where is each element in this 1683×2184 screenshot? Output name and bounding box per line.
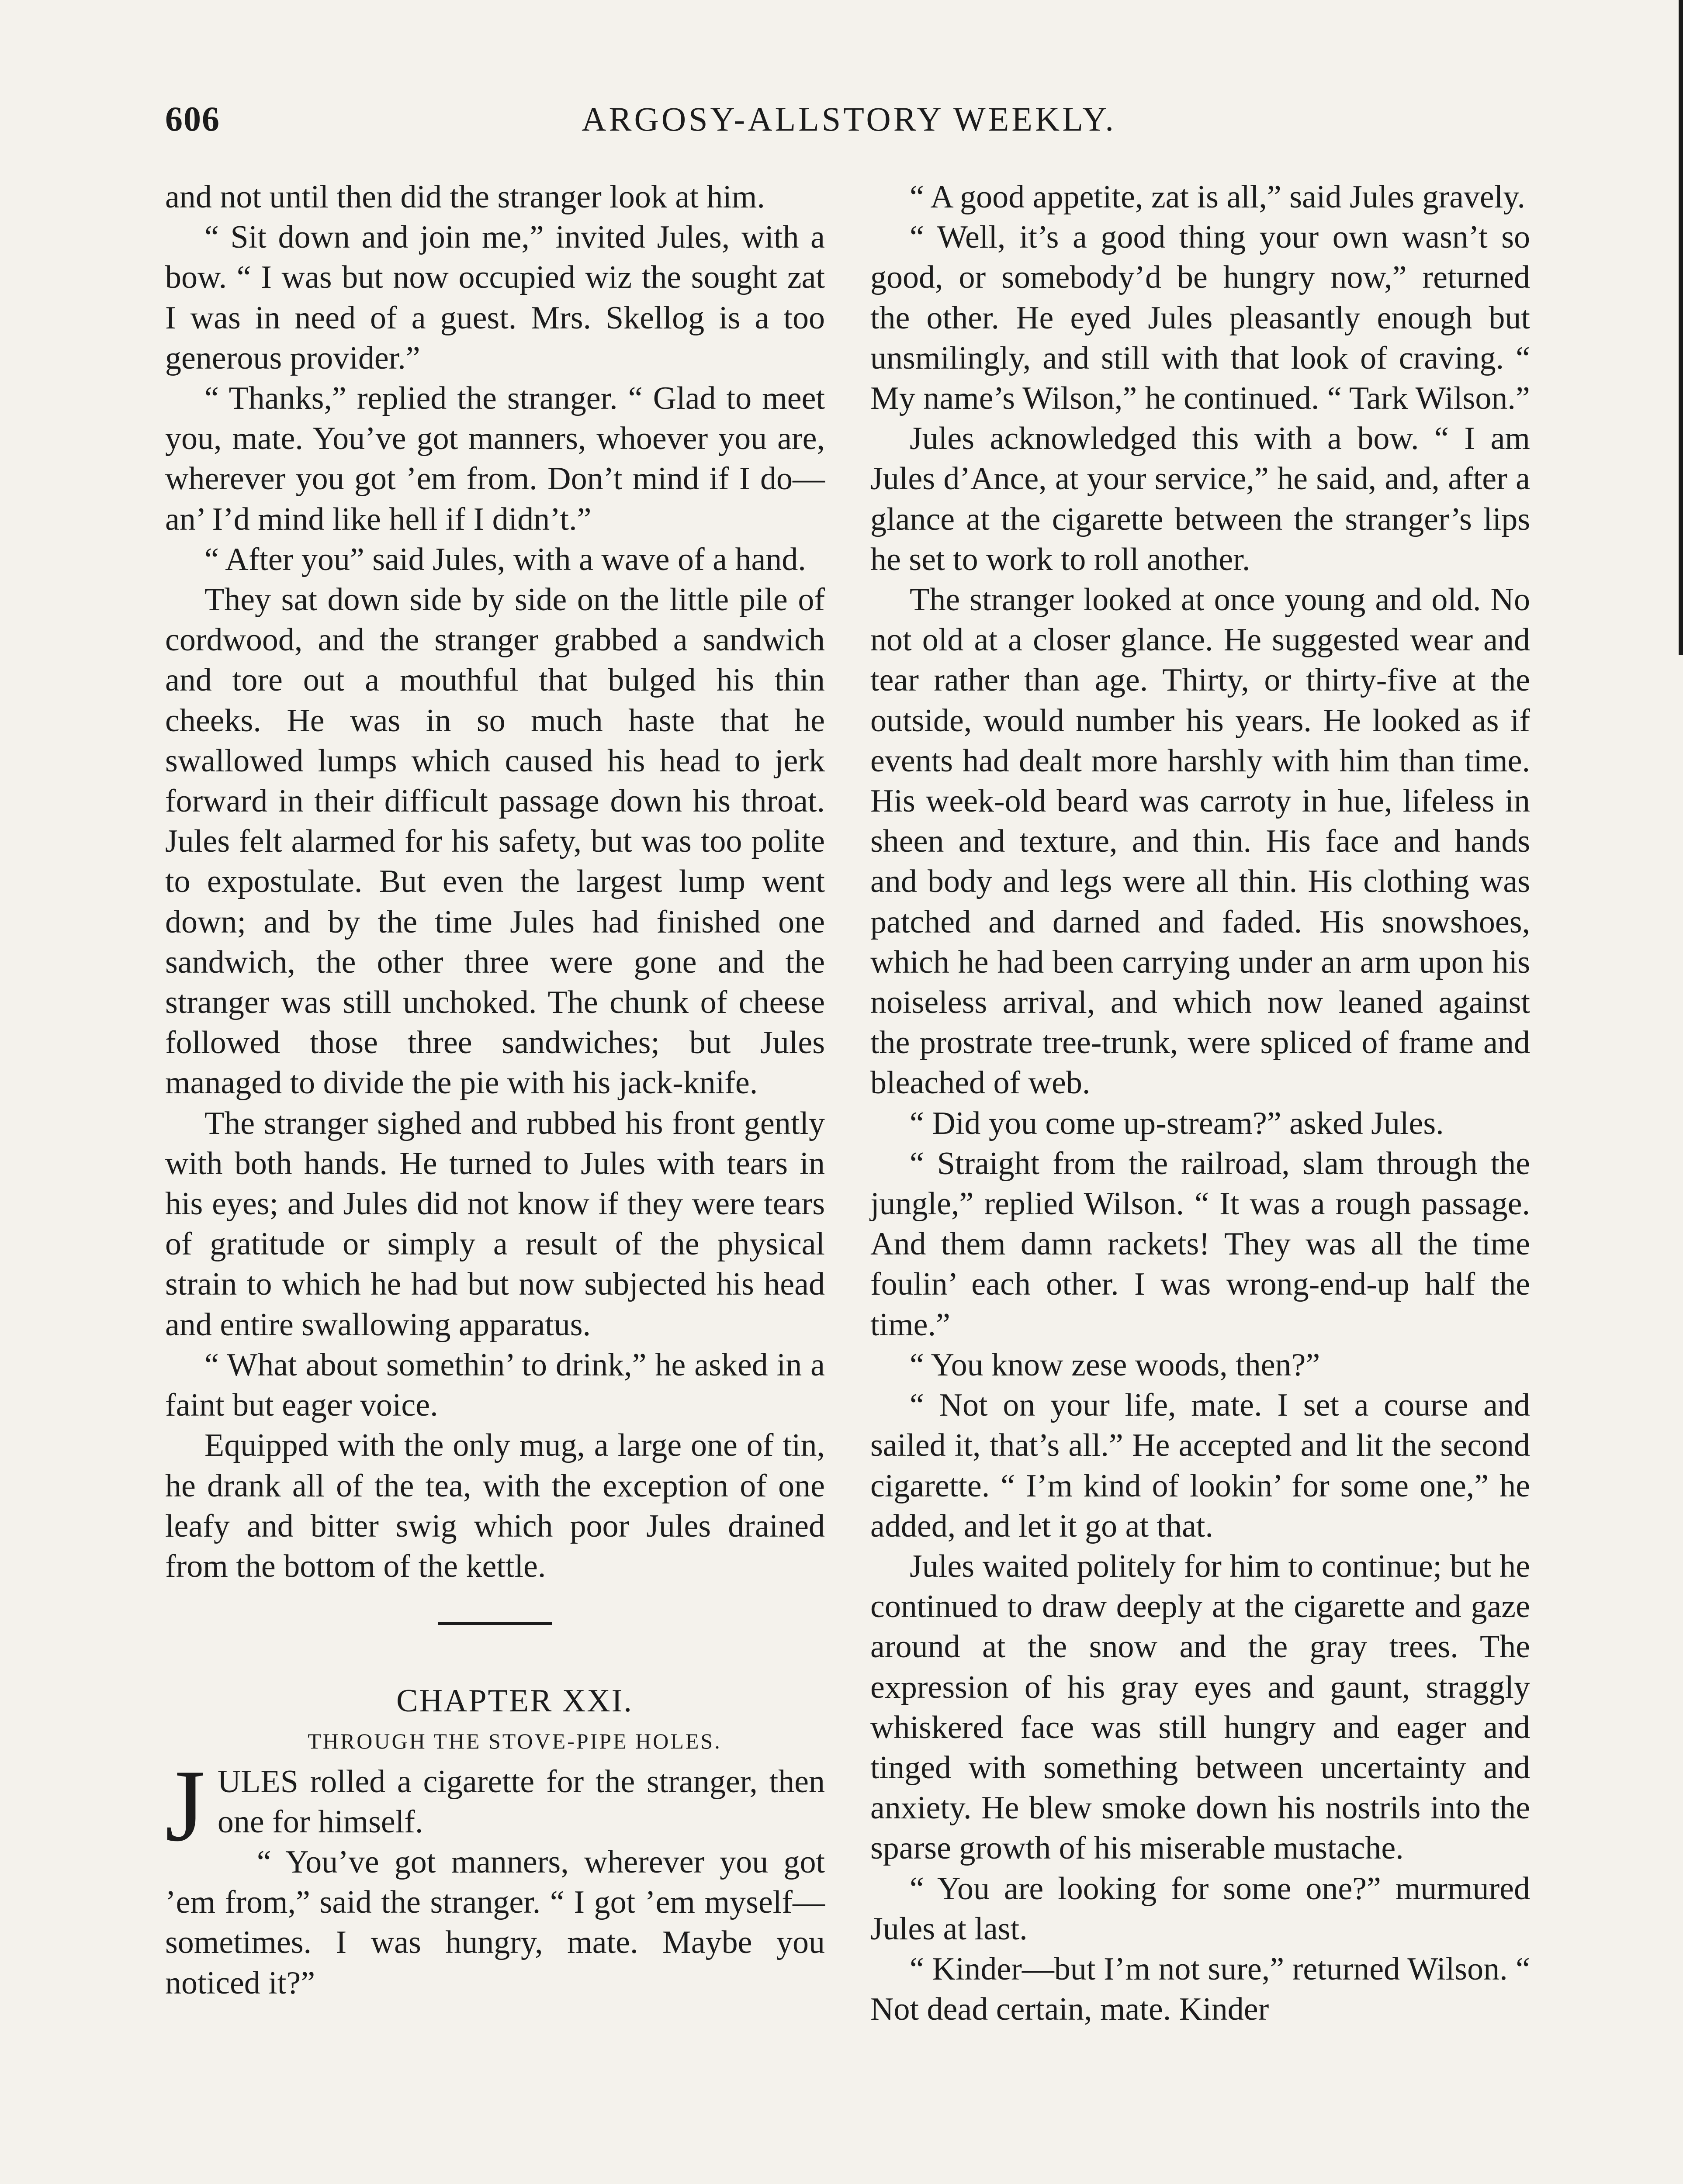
paragraph: “ Did you come up-stream?” asked Jules. (910, 1105, 1444, 1141)
paragraph: “ You know zese woods, then?” (910, 1347, 1320, 1383)
page-edge-line (1679, 0, 1683, 655)
paragraph: The stranger sighed and rubbed his front gently with both hands. He turned to Jules with tears in his eyes; and Jules did not know if they were tears of gratitude or simply a result of the physical strain to which he had but now subjected his head and entire swallowing apparatus. (165, 1105, 825, 1343)
page-number: 606 (165, 100, 220, 138)
chapter-opening-text: ULES rolled a cigarette for the stranger, then one for himself. (217, 1763, 825, 1840)
left-column (165, 177, 825, 2003)
chapter-heading: CHAPTER XXI. (396, 1683, 633, 1719)
paragraph: “ After you” said Jules, with a wave of a hand. (204, 541, 806, 577)
chapter-subtitle: THROUGH THE STOVE-PIPE HOLES. (308, 1729, 722, 1754)
right-column (870, 177, 1530, 2029)
paragraph: and not until then did the stranger look at him. (165, 179, 765, 215)
paragraph: “ What about somethin’ to drink,” he asked in a faint but eager voice. (165, 1347, 825, 1424)
paragraph: “ Kinder—but I’m not sure,” returned Wilson. “ Not dead certain, mate. Kinder (870, 1951, 1530, 2028)
paragraph: “ Thanks,” replied the stranger. “ Glad to meet you, mate. You’ve got manners, whoever you are, wherever you got ’em from. Don’t mind if I do—an’ I’d mind like hell if I didn’t.” (165, 380, 825, 537)
paragraph: “ You are looking for some one?” murmured Jules at last. (870, 1870, 1530, 1947)
paragraph: Equipped with the only mug, a large one of tin, he drank all of the tea, with the exception of one leafy and bitter swig which poor Jules drained from the bottom of the kettle. (165, 1427, 825, 1584)
drop-cap: J (165, 1749, 205, 1863)
paragraph: Jules waited politely for him to continue; but he continued to draw deeply at the cigarette and gaze around at the snow and the gray trees. The expression of his gray eyes and gaunt, straggly whiskered face was still hungry and eager and tinged with something between uncertainty and anxiety. He blew smoke down his nostrils into the sparse growth of his miserable mustache. (870, 1548, 1530, 1866)
paragraph: They sat down side by side on the little pile of cordwood, and the stranger grabbed a sandwich and tore out a mouthful that bulged his thin cheeks. He was in so much haste that he swallowed lumps which caused his head to jerk forward in their difficult passage down his throat. Jules felt alarmed for his safety, but was too polite to expostulate. But even the largest lump went down; and by the time Jules had finished one sandwich, the other three were gone and the stranger was still unchoked. The chunk of cheese followed those three sandwiches; but Jules managed to divide the pie with his jack-knife. (165, 582, 825, 1101)
running-title: ARGOSY-ALLSTORY WEEKLY. (582, 100, 1116, 138)
section-divider (438, 1622, 552, 1625)
chapter-opening-paragraph (165, 1749, 825, 1863)
paragraph: “ A good appetite, zat is all,” said Jules gravely. (910, 179, 1526, 215)
paragraph: “ Straight from the railroad, slam through the jungle,” replied Wilson. “ It was a rough passage. And them damn rackets! They was all the time foulin’ each other. I was wrong-end-up half the time.” (870, 1145, 1530, 1343)
page-header (165, 100, 1533, 148)
paragraph: “ Sit down and join me,” invited Jules, with a bow. “ I was but now occupied wiz the sought zat I was in need of a guest. Mrs. Skellog is a too generous provider.” (165, 219, 825, 376)
paragraph: “ Not on your life, mate. I set a course and sailed it, that’s all.” He accepted and lit the second cigarette. “ I’m kind of lookin’ for some one,” he added, and let it go at that. (870, 1387, 1530, 1544)
paragraph: “ You’ve got manners, wherever you got ’em from,” said the stranger. “ I got ’em myself—sometimes. I was hungry, mate. Maybe you noticed it?” (165, 1844, 825, 2001)
paragraph: The stranger looked at once young and old. No not old at a closer glance. He suggested wear and tear rather than age. Thirty, or thirty-five at the outside, would number his years. He looked as if events had dealt more harshly with him than time. His week-old beard was carroty in hue, lifeless in sheen and texture, and thin. His face and hands and body and legs were all thin. His clothing was patched and darned and faded. His snowshoes, which he had been carrying under an arm upon his noiseless arrival, and which now leaned against the prostrate tree-trunk, were spliced of frame and bleached of web. (870, 582, 1530, 1101)
paragraph: Jules acknowledged this with a bow. “ I am Jules d’Ance, at your service,” he said, and, after a glance at the cigarette between the stranger’s lips he set to work to roll another. (870, 421, 1530, 577)
paragraph: “ Well, it’s a good thing your own wasn’t so good, or somebody’d be hungry now,” returned the other. He eyed Jules pleasantly enough but unsmilingly, and still with that look of craving. “ My name’s Wilson,” he continued. “ Tark Wilson.” (870, 219, 1530, 417)
